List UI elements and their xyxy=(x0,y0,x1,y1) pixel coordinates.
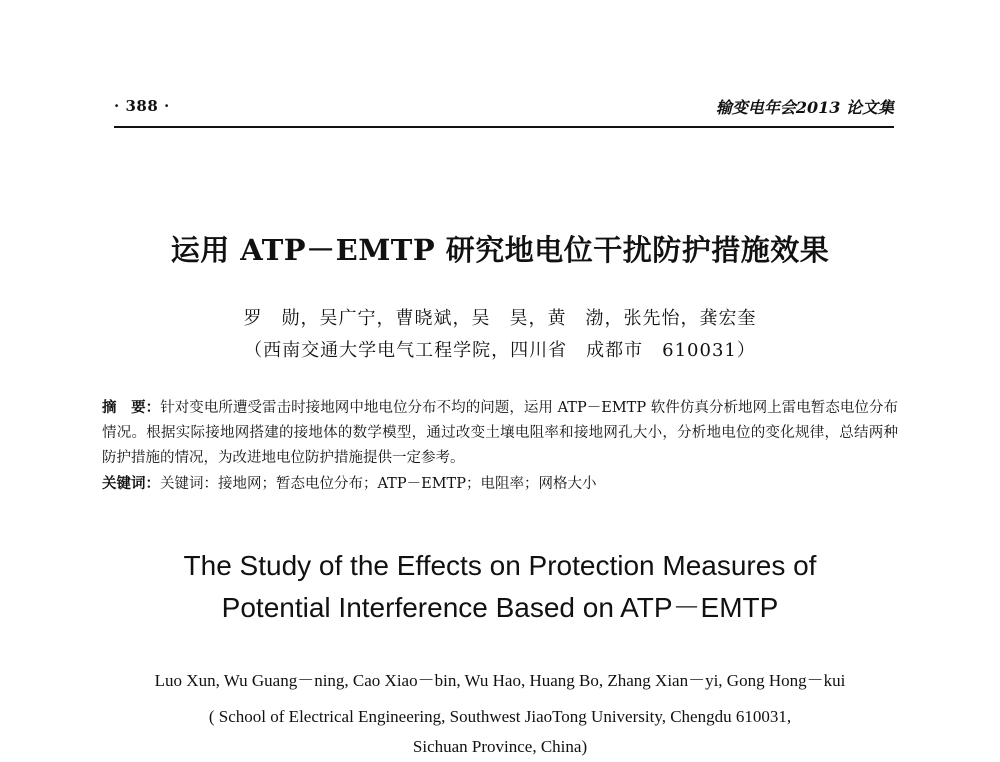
header-rule xyxy=(114,126,894,128)
english-authors: Luo Xun, Wu Guang－ning, Cao Xiao－bin, Wu Hao, Huang Bo, Zhang Xian－yi, Gong Hong－kui xyxy=(154,671,846,690)
english-title-line-2: Potential Interference Based on ATP－EMTP xyxy=(221,592,779,623)
page-number: · 388 · xyxy=(114,97,170,115)
keywords-label: 关键词： xyxy=(102,475,160,492)
chinese-title: 运用 ATP－EMTP 研究地电位干扰防护措施效果 xyxy=(170,233,830,267)
keywords-paragraph xyxy=(102,471,898,497)
english-title xyxy=(0,545,1000,629)
chinese-affiliation: （西南交通大学电气工程学院，四川省 成都市 610031） xyxy=(244,340,756,361)
english-affiliation-line-2: Sichuan Province, China) xyxy=(412,737,588,756)
abstract-text: 针对变电所遭受雷击时接地网中地电位分布不均的问题，运用 ATP－EMTP 软件仿真分析地网上雷电暂态电位分布情况。根据实际接地网搭建的接地体的数学模型，通过改变土壤电阻率和接地网孔大小，分析地电位的变化规律，总结两种防护措施的情况，为改进地电位防护措施提供一定参考。 xyxy=(102,400,899,466)
running-title: 输变电年会2013 论文集 xyxy=(715,98,894,117)
abstract-label: 摘 要： xyxy=(102,399,161,416)
english-title-line-1: The Study of the Effects on Protection Measures of xyxy=(183,550,817,581)
abstract-paragraph xyxy=(102,395,898,471)
abstract-block xyxy=(102,395,898,497)
english-affiliation xyxy=(0,702,1000,762)
english-affiliation-line-1: ( School of Electrical Engineering, Southwest JiaoTong University, Chengdu 610031, xyxy=(208,707,792,726)
chinese-authors: 罗 勋，吴广宁，曹晓斌，吴 昊，黄 渤，张先怡，龚宏奎 xyxy=(243,308,757,329)
keywords-text: 关键词：接地网；暂态电位分布；ATP－EMTP；电阻率；网格大小 xyxy=(160,476,597,492)
